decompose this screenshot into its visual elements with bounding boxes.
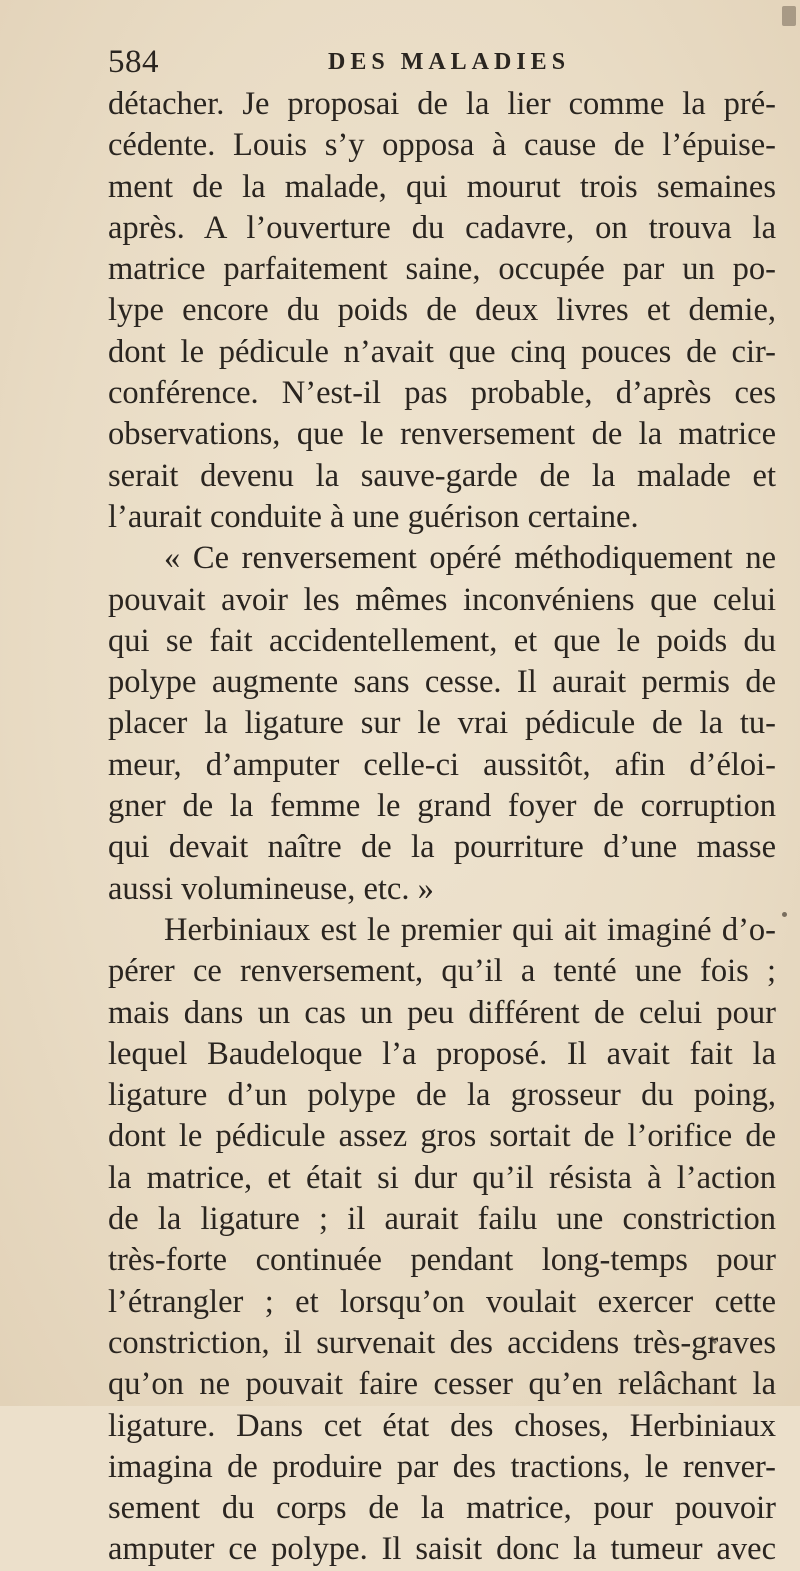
text-line: très-forte continuée pendant long-temps pour — [108, 1242, 776, 1279]
text-line: meur, d’amputer celle-ci aussitôt, afin d’éloi- — [108, 746, 776, 783]
text-line: l’étrangler ; et lorsqu’on voulait exercer cette — [108, 1283, 776, 1320]
text-line: de la ligature ; il aurait failu une constriction — [108, 1201, 776, 1238]
page-corner-stain — [782, 6, 796, 26]
text-line: constriction, il survenait des accidens très-graves — [108, 1324, 776, 1361]
text-line: amputer ce polype. Il saisit donc la tumeur avec — [108, 1531, 776, 1568]
text-line: « Ce renversement opéré méthodiquement ne — [164, 540, 776, 577]
text-line: sement du corps de la matrice, pour pouvoir — [108, 1490, 776, 1527]
text-line: pérer ce renversement, qu’il a tenté une fois ; — [108, 953, 776, 990]
text-line: dont le pédicule assez gros sortait de l’orifice de — [108, 1118, 776, 1155]
text-line: ligature d’un polype de la grosseur du poing, — [108, 1077, 776, 1114]
text-line: après. A l’ouverture du cadavre, on trouva la — [108, 209, 776, 246]
text-line: polype augmente sans cesse. Il aurait permis de — [108, 664, 776, 701]
ink-speck — [782, 912, 787, 917]
text-line: ligature. Dans cet état des choses, Herbiniaux — [108, 1407, 776, 1444]
text-line: serait devenu la sauve-garde de la malade et — [108, 457, 776, 494]
text-line: cédente. Louis s’y opposa à cause de l’épuise- — [108, 127, 776, 164]
text-line: ment de la malade, qui mourut trois semaines — [108, 168, 776, 205]
text-line: placer la ligature sur le vrai pédicule de la tu- — [108, 705, 776, 742]
text-line: Herbiniaux est le premier qui ait imaginé d’o- — [164, 911, 776, 948]
text-line: gner de la femme le grand foyer de corruption — [108, 788, 776, 825]
running-head: DES MALADIES — [328, 49, 571, 75]
text-line: imagina de produire par des tractions, le renver- — [108, 1448, 776, 1485]
text-line: aussi volumineuse, etc. » — [108, 870, 434, 907]
text-line: pouvait avoir les mêmes inconvéniens que celui — [108, 581, 776, 618]
text-line: détacher. Je proposai de la lier comme la pré- — [108, 86, 776, 122]
text-line: matrice parfaitement saine, occupée par un po- — [108, 251, 776, 288]
text-line: qui devait naître de la pourriture d’une masse — [108, 829, 776, 866]
text-line: lype encore du poids de deux livres et demie, — [108, 292, 776, 329]
text-line: dont le pédicule n’avait que cinq pouces de cir- — [108, 333, 776, 370]
text-line: l’aurait conduite à une guérison certaine. — [108, 498, 639, 535]
text-line: conférence. N’est-il pas probable, d’après ces — [108, 375, 776, 412]
text-line: observations, que le renversement de la matrice — [108, 416, 776, 453]
text-line: la matrice, et était si dur qu’il résista à l’action — [108, 1159, 776, 1196]
text-line: qu’on ne pouvait faire cesser qu’en relâchant la — [108, 1366, 776, 1403]
page-number: 584 — [108, 44, 159, 80]
text-line: mais dans un cas un peu différent de celui pour — [108, 994, 776, 1031]
page-header — [108, 44, 776, 84]
text-line: lequel Baudeloque l’a proposé. Il avait fait la — [108, 1035, 776, 1072]
text-line: qui se fait accidentellement, et que le poids du — [108, 622, 776, 659]
body-text — [108, 84, 776, 1571]
